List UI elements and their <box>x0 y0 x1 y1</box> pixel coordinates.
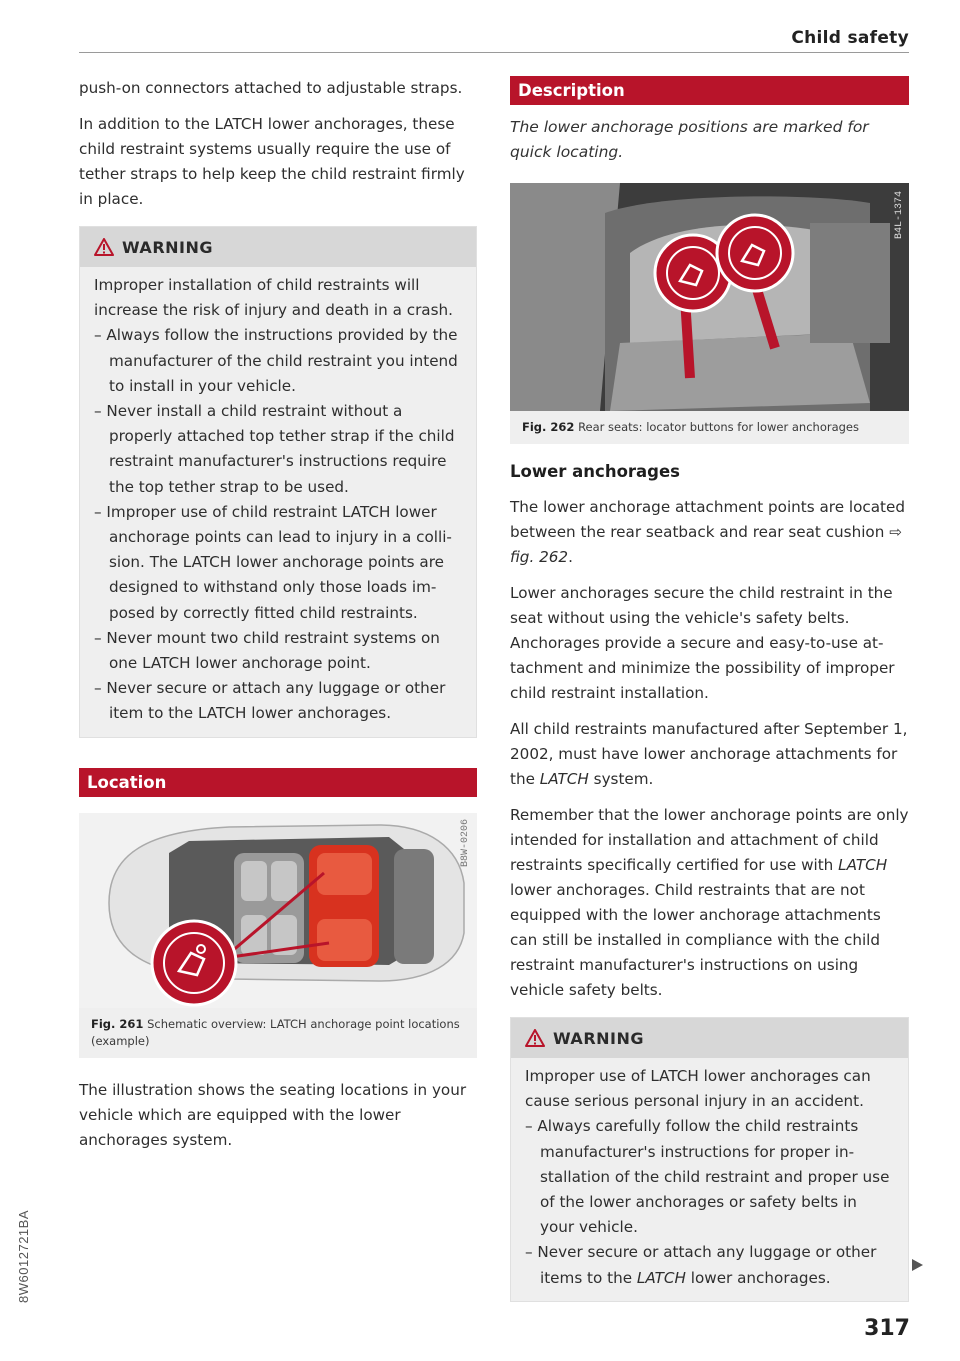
warning-intro: Improper installation of child restraints will increase the risk of injury and death in a crash. <box>94 276 453 320</box>
figure-caption-text: Schematic overview: LATCH anchorage point locations (example) <box>91 1016 460 1048</box>
warning-list <box>525 1114 894 1290</box>
paragraph-text: Remember that the lower anchorage points are only intended for installation and attachment of child restraints specifically certified for use with <box>510 806 909 874</box>
figure-261-illustration <box>79 813 477 1008</box>
figure-code: B4L-1374 <box>894 191 905 240</box>
figure-caption <box>79 1008 477 1058</box>
section-heading-location: Location <box>79 768 477 797</box>
paragraph-lower-location <box>510 495 909 570</box>
warning-item: – Always carefully follow the child restraints manufacturer's instructions for proper installation of the child restraint and proper use of the lower anchorages or safety belts in your vehicle. <box>525 1117 890 1237</box>
latch-term: LATCH <box>838 856 888 874</box>
paragraph-text: The lower anchorage attachment points are located between the rear seatback and rear seat cushion <box>510 498 906 541</box>
document-code-text: 8W6012721BA <box>16 1210 31 1303</box>
figure-262 <box>510 183 909 444</box>
paragraph-tether: In addition to the LATCH lower anchorages, these child restraint systems usually require the use of tether straps to help keep the child restraint firmly in place. <box>79 115 465 208</box>
warning-item-text: lower anchorages. <box>685 1268 831 1287</box>
warning-triangle-icon <box>94 238 114 256</box>
description-intro: The lower anchorage positions are marked for quick locating. <box>510 118 869 161</box>
paragraph-lower-secure: Lower anchorages secure the child restraint in the seat without using the vehicle's safety belts. Anchorages provide a secure and easy-to-use attachment and minimize the possibility of improper child restraint installation. <box>510 584 895 702</box>
right-column <box>510 76 909 1302</box>
warning-body <box>80 267 476 737</box>
car-top-view-icon <box>79 813 477 1008</box>
warning-header <box>511 1018 908 1058</box>
paragraph-text: . <box>568 548 573 566</box>
latch-term: LATCH <box>636 1268 686 1287</box>
latch-term: LATCH <box>539 770 589 788</box>
figure-label: Fig. 262 <box>522 420 575 434</box>
paragraph-push-on: push-on connectors attached to adjustable straps. <box>79 79 463 97</box>
rear-seat-photo-icon <box>510 183 909 411</box>
document-code <box>16 1210 36 1320</box>
figure-label: Fig. 261 <box>91 1016 144 1031</box>
warning-item-text: – Never secure or attach any luggage or other items to the <box>525 1243 877 1287</box>
figure-caption-text: Rear seats: locator buttons for lower anchorages <box>578 420 859 434</box>
warning-item <box>525 1240 894 1290</box>
warning-list <box>94 323 462 726</box>
warning-title: WARNING <box>122 237 213 257</box>
page-number: 317 <box>864 1316 910 1341</box>
header-rule <box>79 52 909 53</box>
warning-intro: Improper use of LATCH lower anchorages can cause serious personal injury in an accident. <box>525 1067 871 1111</box>
figure-code: B8W-0206 <box>460 818 471 867</box>
warning-item: – Never install a child restraint without a properly attached top tether strap if the child restraint manufacturer's instructions require the top tether strap to be used. <box>94 402 455 496</box>
figure-262-illustration <box>510 183 909 411</box>
warning-title: WARNING <box>553 1028 644 1048</box>
warning-item: – Never secure or attach any luggage or other item to the LATCH lower anchorages. <box>94 679 446 723</box>
paragraph-text: system. <box>588 770 654 788</box>
warning-body <box>511 1058 908 1301</box>
warning-box-lower-anchorages <box>510 1017 909 1302</box>
warning-header <box>80 227 476 267</box>
warning-item: – Improper use of child restraint LATCH lower anchorage points can lead to injury in a collision. The LATCH lower anchorage points are designed to withstand only those loads imposed by correctly fitted child restraints. <box>94 502 452 622</box>
warning-item: – Always follow the instructions provided by the manufacturer of the child restraint you intend to install in your vehicle. <box>94 326 458 395</box>
paragraph-text: All child restraints manufactured after September 1, 2002, must have lower anchorage attachments for the <box>510 720 908 788</box>
figure-261 <box>79 813 477 1058</box>
figure-caption <box>510 411 909 444</box>
continue-arrow-icon <box>910 1258 924 1272</box>
subheading-lower-anchorages: Lower anchorages <box>510 462 681 481</box>
paragraph-manufactured <box>510 717 909 792</box>
figure-reference-link[interactable]: ⇨ fig. 262 <box>510 523 902 566</box>
section-heading-description: Description <box>510 76 909 105</box>
running-header-title: Child safety <box>791 28 909 48</box>
warning-triangle-icon <box>525 1029 545 1047</box>
warning-item: – Never mount two child restraint systems on one LATCH lower anchorage point. <box>94 628 440 673</box>
paragraph-remember <box>510 803 909 1003</box>
warning-box-installation <box>79 226 477 738</box>
paragraph-illustration: The illustration shows the seating locations in your vehicle which are equipped with the lower anchorages system. <box>79 1080 467 1149</box>
left-column <box>79 76 477 1164</box>
paragraph-text: lower anchorages. Child restraints that are not equipped with the lower anchorage attachments can still be installed in compliance with the child restraint manufacturer's instructions on using vehicle safety belts. <box>510 881 881 999</box>
